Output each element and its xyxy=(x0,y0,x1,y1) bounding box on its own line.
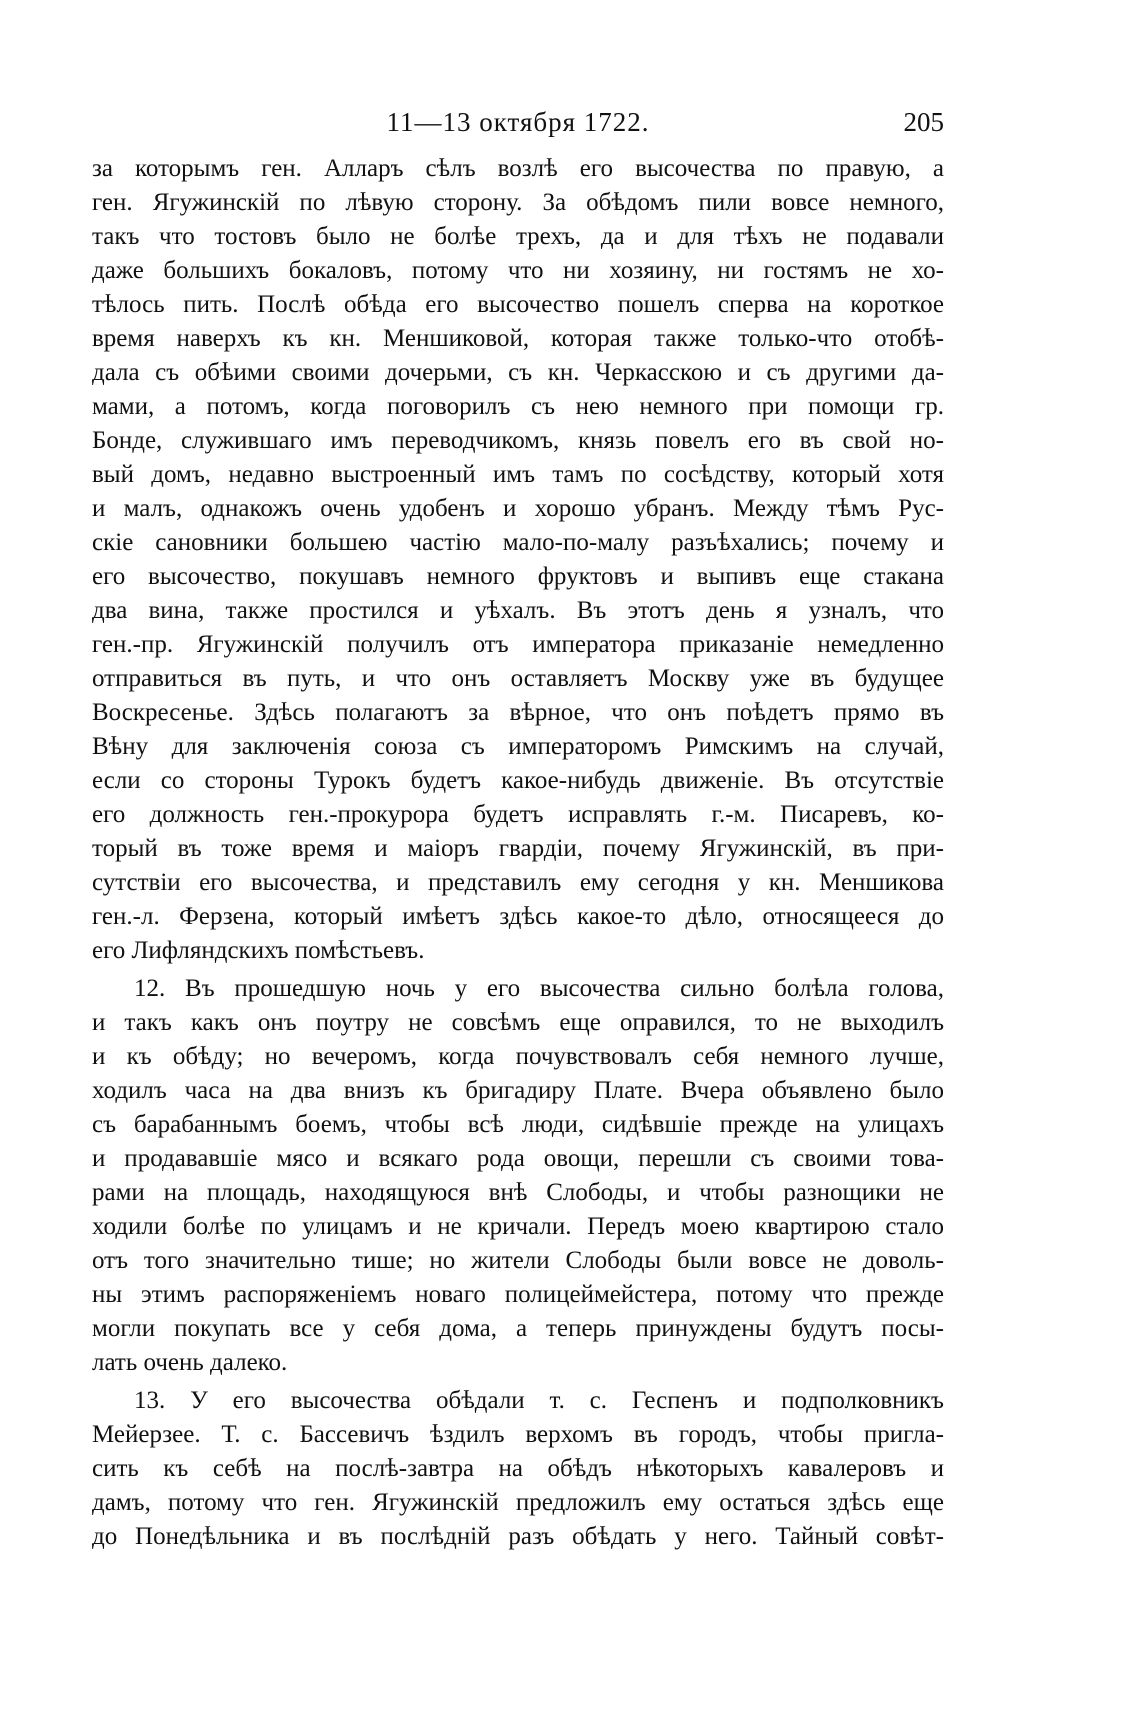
paragraph-entry-13 xyxy=(92,1384,944,1554)
text-line: и малъ, однакожъ очень удобенъ и хорошо убранъ. Между тѣмъ Рус- xyxy=(92,495,944,522)
page-number: 205 xyxy=(903,107,944,137)
text-line: рами на площадь, находящуюся внѣ Слободы, и чтобы разнощики не xyxy=(92,1179,944,1206)
text-line: сить къ себѣ на послѣ-завтра на обѣдъ нѣкоторыхъ кавалеровъ и xyxy=(92,1455,944,1482)
text-line: мами, а потомъ, когда поговорилъ съ нею немного при помощи гр. xyxy=(92,393,944,420)
text-line: скіе сановники большею частію мало-по-малу разъѣхались; почему и xyxy=(92,529,944,556)
text-line: ходилъ часа на два внизъ къ бригадиру Плате. Вчера объявлено было xyxy=(92,1077,944,1104)
text-line: дамъ, потому что ген. Ягужинскій предложилъ ему остаться здѣсь еще xyxy=(92,1489,944,1516)
running-title: 11—13 октября 1722. xyxy=(386,107,650,137)
text-line: его Лифляндскихъ помѣстьевъ. xyxy=(92,937,425,964)
text-line: тѣлось пить. Послѣ обѣда его высочество пошелъ сперва на короткое xyxy=(92,291,944,318)
paragraph-entry-12 xyxy=(92,972,944,1380)
text-line: могли покупать все у себя дома, а теперь принуждены будутъ посы- xyxy=(92,1315,944,1342)
body-text xyxy=(92,152,944,1554)
text-line: за которымъ ген. Алларъ сѣлъ возлѣ его высочества по правую, а xyxy=(92,155,944,182)
text-line: ны этимъ распоряженіемъ новаго полицеймейстера, потому что прежде xyxy=(92,1281,944,1308)
text-line: сутствіи его высочества, и представилъ ему сегодня у кн. Меншикова xyxy=(92,869,944,896)
text-line: его высочество, покушавъ немного фруктовъ и выпивъ еще стакана xyxy=(92,563,944,590)
text-line: торый въ тоже время и маіоръ гвардіи, почему Ягужинскій, въ при- xyxy=(92,835,944,862)
text-line: и такъ какъ онъ поутру не совсѣмъ еще оправился, то не выходилъ xyxy=(92,1009,944,1036)
paragraph-continued xyxy=(92,152,944,968)
text-line: 13. У его высочества обѣдали т. с. Геспенъ и подполковникъ xyxy=(134,1387,944,1414)
text-line: до Понедѣльника и въ послѣдній разъ обѣдать у него. Тайный совѣт- xyxy=(92,1523,944,1550)
text-line: съ барабаннымъ боемъ, чтобы всѣ люди, сидѣвшіе прежде на улицахъ xyxy=(92,1111,944,1138)
text-line: дала съ обѣими своими дочерьми, съ кн. Черкасскою и съ другими да- xyxy=(92,359,944,386)
text-line: Вѣну для заключенія союза съ императоромъ Римскимъ на случай, xyxy=(92,733,944,760)
text-line: два вина, также простился и уѣхалъ. Въ этотъ день я узналъ, что xyxy=(92,597,944,624)
text-line: Мейерзее. Т. с. Бассевичъ ѣздилъ верхомъ въ городъ, чтобы пригла- xyxy=(92,1421,944,1448)
text-line: Бонде, служившаго имъ переводчикомъ, князь повелъ его въ свой но- xyxy=(92,427,944,454)
text-line: ген.-л. Ферзена, который имѣетъ здѣсь какое-то дѣло, относящееся до xyxy=(92,903,944,930)
text-line: Воскресенье. Здѣсь полагаютъ за вѣрное, что онъ поѣдетъ прямо въ xyxy=(92,699,944,726)
text-line: даже большихъ бокаловъ, потому что ни хозяину, ни гостямъ не хо- xyxy=(92,257,944,284)
text-line: лать очень далеко. xyxy=(92,1349,288,1376)
text-line: если со стороны Турокъ будетъ какое-нибудь движеніе. Въ отсутствіе xyxy=(92,767,944,794)
text-line: и къ обѣду; но вечеромъ, когда почувствовалъ себя немного лучше, xyxy=(92,1043,944,1070)
text-line: время наверхъ къ кн. Меншиковой, которая также только-что отобѣ- xyxy=(92,325,944,352)
text-line: ходили болѣе по улицамъ и не кричали. Передъ моею квартирою стало xyxy=(92,1213,944,1240)
text-line: 12. Въ прошедшую ночь у его высочества сильно болѣла голова, xyxy=(134,975,944,1002)
text-line: его должность ген.-прокурора будетъ исправлять г.-м. Писаревъ, ко- xyxy=(92,801,944,828)
text-line: ген. Ягужинскій по лѣвую сторону. За обѣдомъ пили вовсе немного, xyxy=(92,189,944,216)
text-line: такъ что тостовъ было не болѣе трехъ, да и для тѣхъ не подавали xyxy=(92,223,944,250)
text-line: и продававшіе мясо и всякаго рода овощи, перешли съ своими това- xyxy=(92,1145,944,1172)
text-line: отъ того значительно тише; но жители Слободы были вовсе не доволь- xyxy=(92,1247,944,1274)
text-line: вый домъ, недавно выстроенный имъ тамъ по сосѣдству, который хотя xyxy=(92,461,944,488)
text-line: ген.-пр. Ягужинскій получилъ отъ императора приказаніе немедленно xyxy=(92,631,944,658)
text-line: отправиться въ путь, и что онъ оставляетъ Москву уже въ будущее xyxy=(92,665,944,692)
running-head xyxy=(92,104,944,140)
